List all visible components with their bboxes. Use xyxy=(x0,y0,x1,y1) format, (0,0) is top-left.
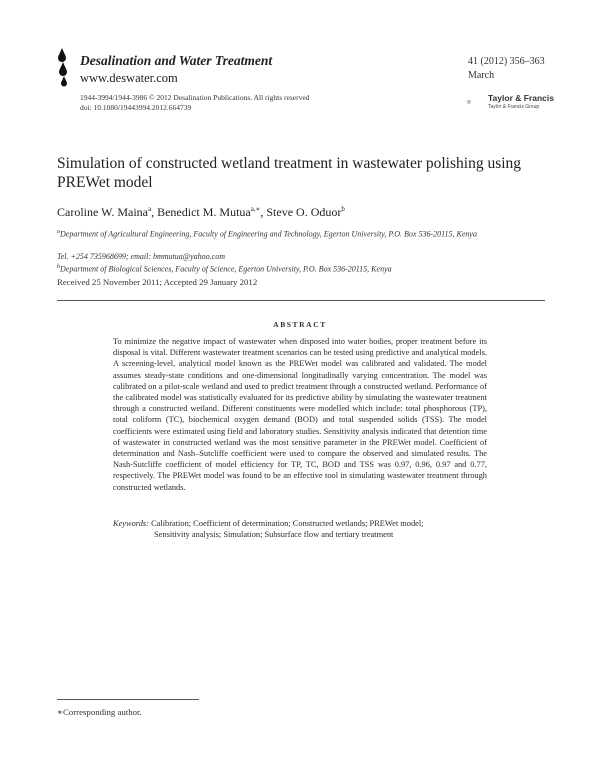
issue-month: March xyxy=(468,70,495,81)
author-list xyxy=(57,205,345,220)
author-name: Steve O. Oduor xyxy=(266,205,342,219)
received-dates: Received 25 November 2011; Accepted 29 January 2012 xyxy=(57,277,258,287)
publisher-name: Taylor & Francis xyxy=(488,93,554,103)
article-title: Simulation of constructed wetland treatment in wastewater polishing using PREWet model xyxy=(57,155,522,191)
affiliation-a-mark: a xyxy=(57,229,60,235)
corresponding-author-footnote: ∗Corresponding author. xyxy=(57,707,142,717)
publisher-group: Taylor & Francis Group xyxy=(488,104,540,110)
contact-line: Tel. +254 735968699; email: bmmutua@yahoo.com xyxy=(57,252,226,261)
author-separator: , xyxy=(151,205,158,219)
author-affiliation-mark: a xyxy=(147,205,152,213)
affiliation-a xyxy=(57,227,497,240)
affiliation-b-mark: b xyxy=(57,264,60,270)
abstract-text: To minimize the negative impact of wastewater when disposed into water bodies, proper treatment before its disposal is vital. Different wastewater treatment scenarios can be tested using predictive and analytical models. A screening-level, analytical model known as the PREWet model was calibrated and validated. The model assumes steady-state conditions and one-dimensional longitudinally varying concentration. The model was calibrated on a pilot-scale wetland and used to predict treatment through a constructed wetland. Performance of the calibrated model was statistically evaluated for its predictive ability by simulating the wastewater treatment through a constructed wetland. Different constituents were modelled which include: total phosphorous (TP), total coliform (TC), biochemical oxygen demand (BOD) and total suspended solids (TSS). The model coefficients were estimated using field and laboratory studies. Sensitivity analysis indicated that detention time of wastewater in constructed wetland was the most sensitive parameter in the PREWet model. Coefficient of determination and Nash–Sutcliffe coefficient were used to compare the observed and simulated results. The Nash-Sutcliffe coefficient of model efficiency for TP, TC, BOD and TSS was 0.97, 0.96, 0.97 and 0.77, respectively. The PREWet model was found to be an effective tool in simulating wastewater treatment through constructed wetlands. xyxy=(113,337,487,492)
header-divider xyxy=(57,300,545,301)
keywords-line-1: Calibration; Coefficient of determination; Constructed wetlands; PREWet model; xyxy=(151,519,424,528)
keywords-label: Keywords: xyxy=(113,519,149,528)
abstract-heading: ABSTRACT xyxy=(273,320,327,329)
keywords xyxy=(113,518,493,540)
author-affiliation-mark: a,∗ xyxy=(250,205,261,213)
affiliation-a-text: Department of Agricultural Engineering, Faculty of Engineering and Technology, Egerton University, P.O. Box 536-20115, Kenya xyxy=(60,229,477,239)
taylor-francis-logo-icon xyxy=(467,92,487,112)
issn-line: 1944-3994/1944-3986 © 2012 Desalination Publications. All rights reserved xyxy=(80,93,310,102)
author-separator: , xyxy=(260,205,267,219)
volume-pages: 41 (2012) 356–363 xyxy=(468,56,545,67)
footnote-divider xyxy=(57,699,199,700)
author-name: Caroline W. Maina xyxy=(57,205,148,219)
keywords-line-2: Sensitivity analysis; Simulation; Subsurface flow and tertiary treatment xyxy=(154,530,394,540)
journal-logo-drops-icon xyxy=(58,48,70,88)
author-name: Benedict M. Mutua xyxy=(157,205,251,219)
journal-title: Desalination and Water Treatment xyxy=(80,53,273,68)
journal-url[interactable]: www.deswater.com xyxy=(80,71,178,85)
author-affiliation-mark: b xyxy=(341,205,345,213)
doi-line: doi: 10.1080/19443994.2012.664739 xyxy=(80,103,192,112)
affiliation-b-text: Department of Biological Sciences, Faculty of Science, Egerton University, P.O. Box 536-20115, Kenya xyxy=(60,264,392,274)
affiliation-b xyxy=(57,262,537,275)
